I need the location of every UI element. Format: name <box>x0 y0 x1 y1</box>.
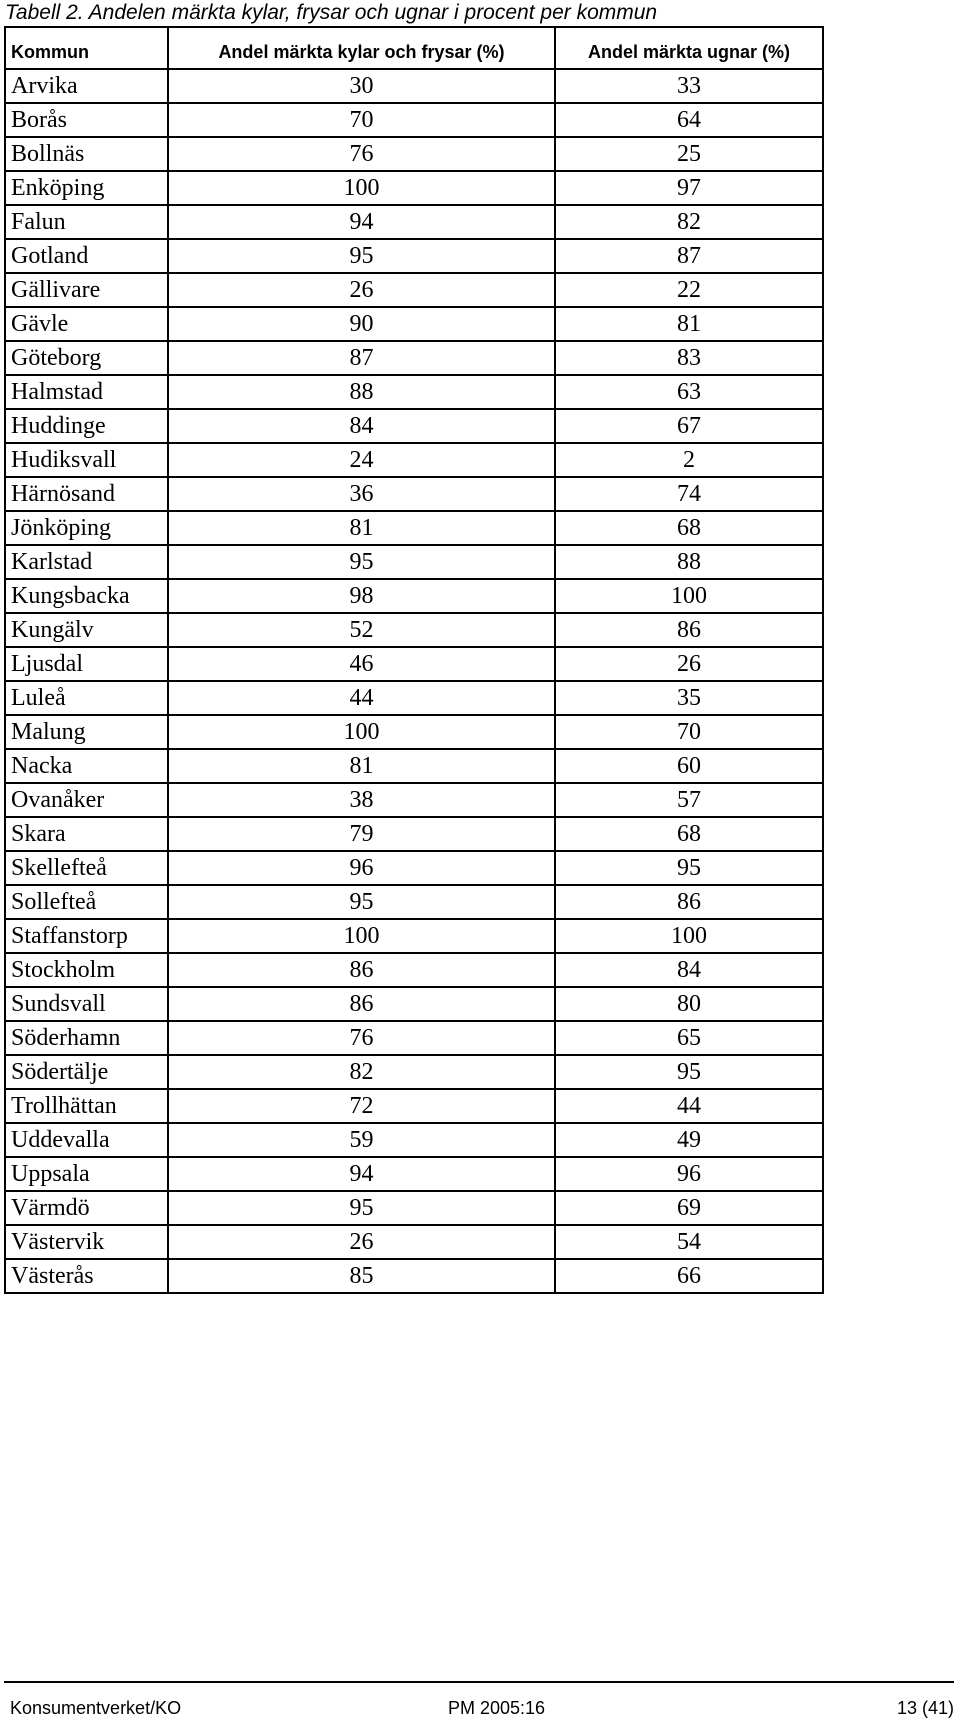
cell-kylar-frysar: 95 <box>168 545 555 579</box>
cell-kommun: Sundsvall <box>5 987 168 1021</box>
table-row <box>5 851 823 885</box>
column-header-kylar-frysar: Andel märkta kylar och frysar (%) <box>168 27 555 69</box>
cell-ugnar: 100 <box>555 579 823 613</box>
table-row <box>5 375 823 409</box>
table-row <box>5 137 823 171</box>
cell-kommun: Skara <box>5 817 168 851</box>
table-row <box>5 579 823 613</box>
table-row <box>5 273 823 307</box>
cell-kommun: Bollnäs <box>5 137 168 171</box>
table-row <box>5 1157 823 1191</box>
cell-ugnar: 100 <box>555 919 823 953</box>
cell-kylar-frysar: 59 <box>168 1123 555 1157</box>
cell-ugnar: 65 <box>555 1021 823 1055</box>
table-row <box>5 613 823 647</box>
cell-kommun: Karlstad <box>5 545 168 579</box>
cell-kommun: Luleå <box>5 681 168 715</box>
cell-kylar-frysar: 81 <box>168 749 555 783</box>
cell-ugnar: 83 <box>555 341 823 375</box>
table-row <box>5 545 823 579</box>
cell-ugnar: 68 <box>555 817 823 851</box>
table-row <box>5 681 823 715</box>
footer-page-number: 13 (41) <box>896 1698 954 1718</box>
table-row <box>5 1259 823 1293</box>
cell-kylar-frysar: 36 <box>168 477 555 511</box>
cell-kylar-frysar: 44 <box>168 681 555 715</box>
cell-kommun: Gotland <box>5 239 168 273</box>
table-row <box>5 749 823 783</box>
table-row <box>5 1021 823 1055</box>
cell-ugnar: 25 <box>555 137 823 171</box>
cell-kylar-frysar: 100 <box>168 919 555 953</box>
cell-kylar-frysar: 30 <box>168 69 555 103</box>
cell-ugnar: 68 <box>555 511 823 545</box>
cell-ugnar: 81 <box>555 307 823 341</box>
cell-ugnar: 67 <box>555 409 823 443</box>
cell-kylar-frysar: 70 <box>168 103 555 137</box>
table-row <box>5 1225 823 1259</box>
table-row <box>5 171 823 205</box>
cell-ugnar: 97 <box>555 171 823 205</box>
cell-kommun: Halmstad <box>5 375 168 409</box>
cell-kommun: Huddinge <box>5 409 168 443</box>
table-row <box>5 817 823 851</box>
table-row <box>5 205 823 239</box>
table-row <box>5 987 823 1021</box>
cell-ugnar: 33 <box>555 69 823 103</box>
cell-kylar-frysar: 87 <box>168 341 555 375</box>
cell-ugnar: 60 <box>555 749 823 783</box>
cell-kylar-frysar: 84 <box>168 409 555 443</box>
cell-kylar-frysar: 81 <box>168 511 555 545</box>
cell-kommun: Gällivare <box>5 273 168 307</box>
cell-kylar-frysar: 95 <box>168 1191 555 1225</box>
cell-kommun: Trollhättan <box>5 1089 168 1123</box>
cell-kylar-frysar: 94 <box>168 205 555 239</box>
cell-ugnar: 35 <box>555 681 823 715</box>
table-row <box>5 715 823 749</box>
table-caption: Tabell 2. Andelen märkta kylar, frysar och ugnar i procent per kommun <box>5 1 658 24</box>
table-row <box>5 307 823 341</box>
cell-ugnar: 69 <box>555 1191 823 1225</box>
table-row <box>5 341 823 375</box>
cell-kommun: Västerås <box>5 1259 168 1293</box>
cell-ugnar: 63 <box>555 375 823 409</box>
cell-kylar-frysar: 95 <box>168 885 555 919</box>
cell-kylar-frysar: 96 <box>168 851 555 885</box>
cell-kommun: Hudiksvall <box>5 443 168 477</box>
table-row <box>5 953 823 987</box>
cell-ugnar: 84 <box>555 953 823 987</box>
cell-kylar-frysar: 79 <box>168 817 555 851</box>
cell-kylar-frysar: 90 <box>168 307 555 341</box>
cell-kylar-frysar: 86 <box>168 953 555 987</box>
table-row <box>5 511 823 545</box>
cell-kommun: Arvika <box>5 69 168 103</box>
table-row <box>5 919 823 953</box>
table-row <box>5 1123 823 1157</box>
cell-kylar-frysar: 26 <box>168 1225 555 1259</box>
cell-ugnar: 86 <box>555 613 823 647</box>
cell-kommun: Stockholm <box>5 953 168 987</box>
table-header-row <box>5 27 823 69</box>
table-row <box>5 783 823 817</box>
cell-kylar-frysar: 46 <box>168 647 555 681</box>
cell-ugnar: 95 <box>555 1055 823 1089</box>
table-row <box>5 885 823 919</box>
table-row <box>5 69 823 103</box>
page-footer <box>4 1681 954 1727</box>
cell-kommun: Enköping <box>5 171 168 205</box>
table-row <box>5 1055 823 1089</box>
cell-kylar-frysar: 100 <box>168 171 555 205</box>
cell-ugnar: 88 <box>555 545 823 579</box>
footer-publisher: Konsumentverket/KO <box>10 1698 182 1718</box>
cell-ugnar: 82 <box>555 205 823 239</box>
cell-kommun: Göteborg <box>5 341 168 375</box>
data-table <box>4 26 824 1294</box>
cell-ugnar: 54 <box>555 1225 823 1259</box>
cell-kylar-frysar: 82 <box>168 1055 555 1089</box>
cell-kommun: Kungsbacka <box>5 579 168 613</box>
cell-ugnar: 57 <box>555 783 823 817</box>
table-row <box>5 239 823 273</box>
footer-report-id: PM 2005:16 <box>448 1698 546 1718</box>
table-row <box>5 647 823 681</box>
column-header-kommun: Kommun <box>5 27 168 69</box>
cell-kommun: Kungälv <box>5 613 168 647</box>
cell-ugnar: 96 <box>555 1157 823 1191</box>
cell-ugnar: 44 <box>555 1089 823 1123</box>
table-row <box>5 103 823 137</box>
cell-ugnar: 87 <box>555 239 823 273</box>
table-row <box>5 1089 823 1123</box>
column-header-ugnar: Andel märkta ugnar (%) <box>555 27 823 69</box>
cell-kylar-frysar: 38 <box>168 783 555 817</box>
cell-ugnar: 64 <box>555 103 823 137</box>
cell-kommun: Södertälje <box>5 1055 168 1089</box>
cell-kylar-frysar: 95 <box>168 239 555 273</box>
cell-kommun: Ljusdal <box>5 647 168 681</box>
cell-kommun: Uddevalla <box>5 1123 168 1157</box>
cell-kommun: Staffanstorp <box>5 919 168 953</box>
cell-kylar-frysar: 76 <box>168 1021 555 1055</box>
cell-kylar-frysar: 72 <box>168 1089 555 1123</box>
cell-kommun: Västervik <box>5 1225 168 1259</box>
table-body <box>5 69 823 1293</box>
cell-kommun: Värmdö <box>5 1191 168 1225</box>
cell-kylar-frysar: 94 <box>168 1157 555 1191</box>
cell-kylar-frysar: 52 <box>168 613 555 647</box>
cell-kylar-frysar: 76 <box>168 137 555 171</box>
cell-kylar-frysar: 26 <box>168 273 555 307</box>
cell-ugnar: 22 <box>555 273 823 307</box>
cell-kommun: Ovanåker <box>5 783 168 817</box>
table-row <box>5 1191 823 1225</box>
cell-kommun: Jönköping <box>5 511 168 545</box>
cell-kommun: Skellefteå <box>5 851 168 885</box>
cell-ugnar: 49 <box>555 1123 823 1157</box>
cell-ugnar: 80 <box>555 987 823 1021</box>
cell-kommun: Uppsala <box>5 1157 168 1191</box>
cell-ugnar: 95 <box>555 851 823 885</box>
cell-kommun: Malung <box>5 715 168 749</box>
cell-kylar-frysar: 98 <box>168 579 555 613</box>
cell-ugnar: 2 <box>555 443 823 477</box>
cell-kylar-frysar: 24 <box>168 443 555 477</box>
cell-kylar-frysar: 86 <box>168 987 555 1021</box>
cell-kylar-frysar: 88 <box>168 375 555 409</box>
cell-ugnar: 74 <box>555 477 823 511</box>
cell-ugnar: 26 <box>555 647 823 681</box>
cell-kommun: Söderhamn <box>5 1021 168 1055</box>
table-row <box>5 443 823 477</box>
cell-kylar-frysar: 100 <box>168 715 555 749</box>
table-row <box>5 409 823 443</box>
cell-kommun: Borås <box>5 103 168 137</box>
cell-ugnar: 66 <box>555 1259 823 1293</box>
table-row <box>5 477 823 511</box>
cell-kommun: Gävle <box>5 307 168 341</box>
cell-kylar-frysar: 85 <box>168 1259 555 1293</box>
cell-ugnar: 70 <box>555 715 823 749</box>
cell-kommun: Sollefteå <box>5 885 168 919</box>
cell-kommun: Härnösand <box>5 477 168 511</box>
cell-kommun: Falun <box>5 205 168 239</box>
cell-ugnar: 86 <box>555 885 823 919</box>
cell-kommun: Nacka <box>5 749 168 783</box>
